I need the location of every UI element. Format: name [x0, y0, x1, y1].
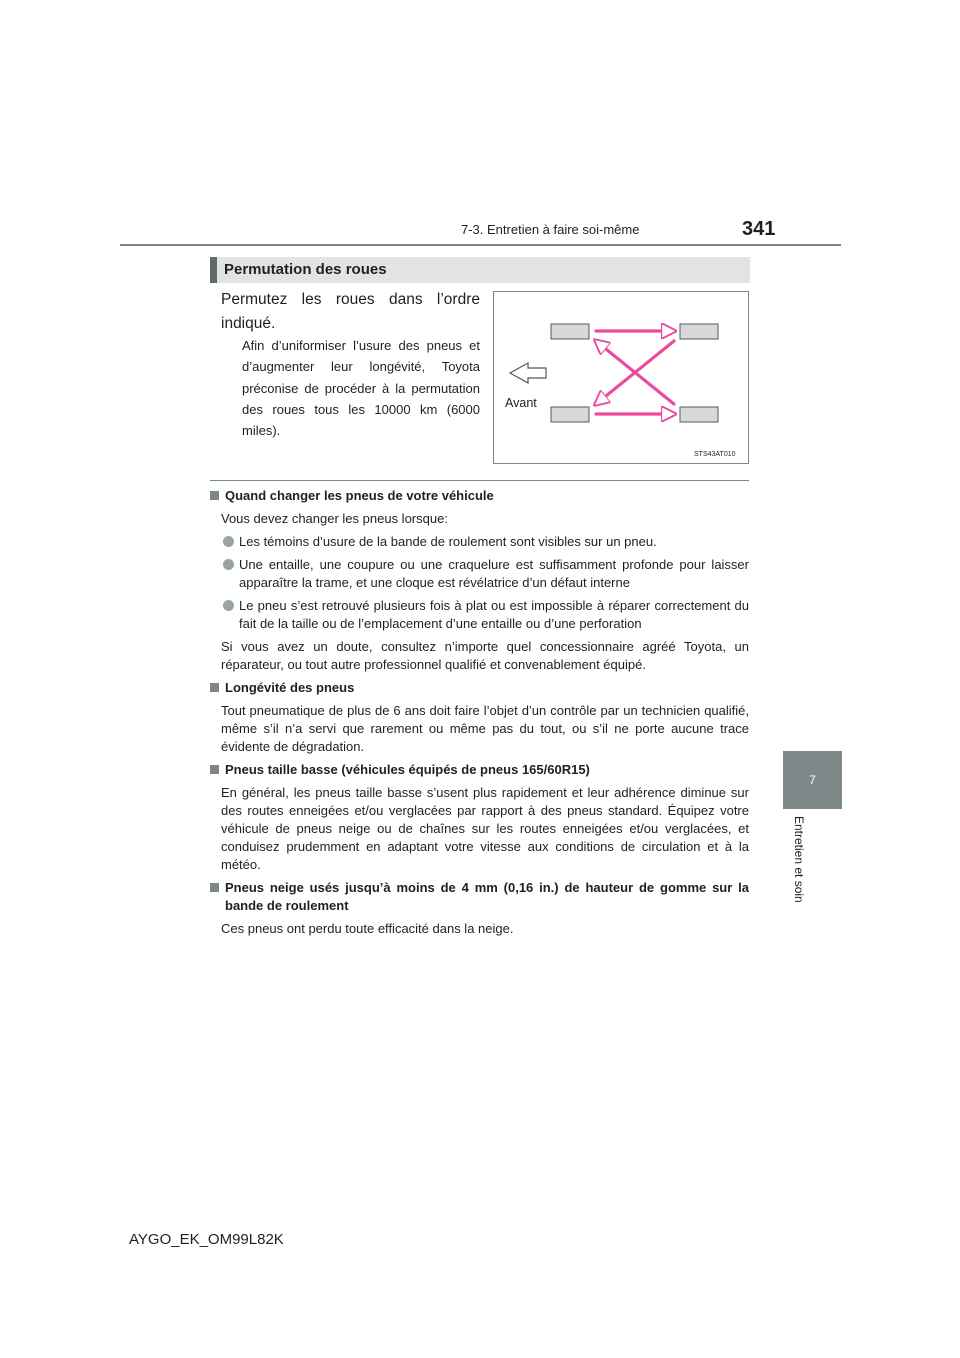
figure-code: STS43AT010 [694, 451, 736, 458]
wheel-front-left [551, 324, 589, 339]
wheel-rear-right [680, 407, 718, 422]
header-rule [120, 244, 841, 246]
topic-body: Afin d’uniformiser l’usure des pneus et d’augmenter leur longévité, Toyota préconise de procéder à la permutation des roues tous les 10000 km (6000 miles). [242, 338, 480, 439]
topic-heading [221, 288, 480, 336]
section-divider [210, 480, 749, 481]
wheel-rear-left [551, 407, 589, 422]
square-bullet-icon [210, 883, 219, 892]
circle-bullet-icon [223, 559, 234, 570]
section-heading: Pneus neige usés jusqu’à moins de 4 mm (0,16 in.) de hauteur de gomme sur la bande de roulement [210, 879, 749, 915]
section-heading: Quand changer les pneus de votre véhicule [210, 487, 749, 505]
paragraph: En général, les pneus taille basse s’usent plus rapidement et leur adhérence diminue sur des routes enneigées et/ou verglacées par rapport à des pneus standard. Équipez votre véhicule de pneus neige ou de chaînes sur les routes enneigées et/ou verglacées, et conduisez prudemment en adaptant votre vitesse aux conditions de circulation et à la météo. [221, 785, 749, 872]
chapter-tab [783, 751, 842, 809]
paragraph: Ces pneus ont perdu toute efficacité dans la neige. [221, 921, 514, 936]
document-code: AYGO_EK_OM99L82K [129, 1231, 284, 1248]
paragraph: Tout pneumatique de plus de 6 ans doit faire l’objet d’un contrôle par un technicien qualifié, même s’il n’a servi que rarement ou même pas du tout, ou s’il ne porte aucune trace évidente de dégradation. [221, 703, 749, 754]
topic-heading-line1: Permutez les roues dans l’ordre [221, 291, 480, 308]
topic-bar [210, 257, 750, 283]
square-bullet-icon [210, 491, 219, 500]
topic-accent [210, 257, 217, 283]
list-item: Les témoins d’usure de la bande de roulement sont visibles sur un pneu. [210, 533, 749, 551]
section-heading: Pneus taille basse (véhicules équipés de pneus 165/60R15) [210, 761, 749, 779]
square-bullet-icon [210, 765, 219, 774]
content [210, 487, 749, 938]
circle-bullet-icon [223, 536, 234, 547]
chapter-label: Entretien et soin [792, 816, 806, 903]
chapter-number: 7 [809, 773, 816, 787]
paragraph: Vous devez changer les pneus lorsque: [221, 511, 448, 526]
rotation-figure [493, 291, 749, 464]
page-number: 341 [742, 218, 776, 240]
square-bullet-icon [210, 683, 219, 692]
circle-bullet-icon [223, 600, 234, 611]
front-label: Avant [505, 396, 537, 410]
paragraph: Si vous avez un doute, consultez n’importe quel concessionnaire agréé Toyota, un réparateur, ou tout autre professionnel qualifié et convenablement équipé. [221, 639, 749, 672]
front-direction-arrow [510, 363, 546, 383]
section-title: 7-3. Entretien à faire soi-même [461, 222, 640, 237]
topic-heading-line2: indiqué. [221, 315, 276, 332]
list-item: Une entaille, une coupure ou une craquelure est suffisamment profonde pour laisser apparaître la trame, et une cloque est révélatrice d’un défaut interne [210, 556, 749, 592]
rotation-diagram [494, 292, 750, 465]
wheel-front-right [680, 324, 718, 339]
section-heading: Longévité des pneus [210, 679, 749, 697]
topic-title: Permutation des roues [224, 261, 387, 278]
list-item: Le pneu s’est retrouvé plusieurs fois à plat ou est impossible à réparer correctement du fait de la taille ou de l’emplacement d’une entaille ou d’une perforation [210, 597, 749, 633]
